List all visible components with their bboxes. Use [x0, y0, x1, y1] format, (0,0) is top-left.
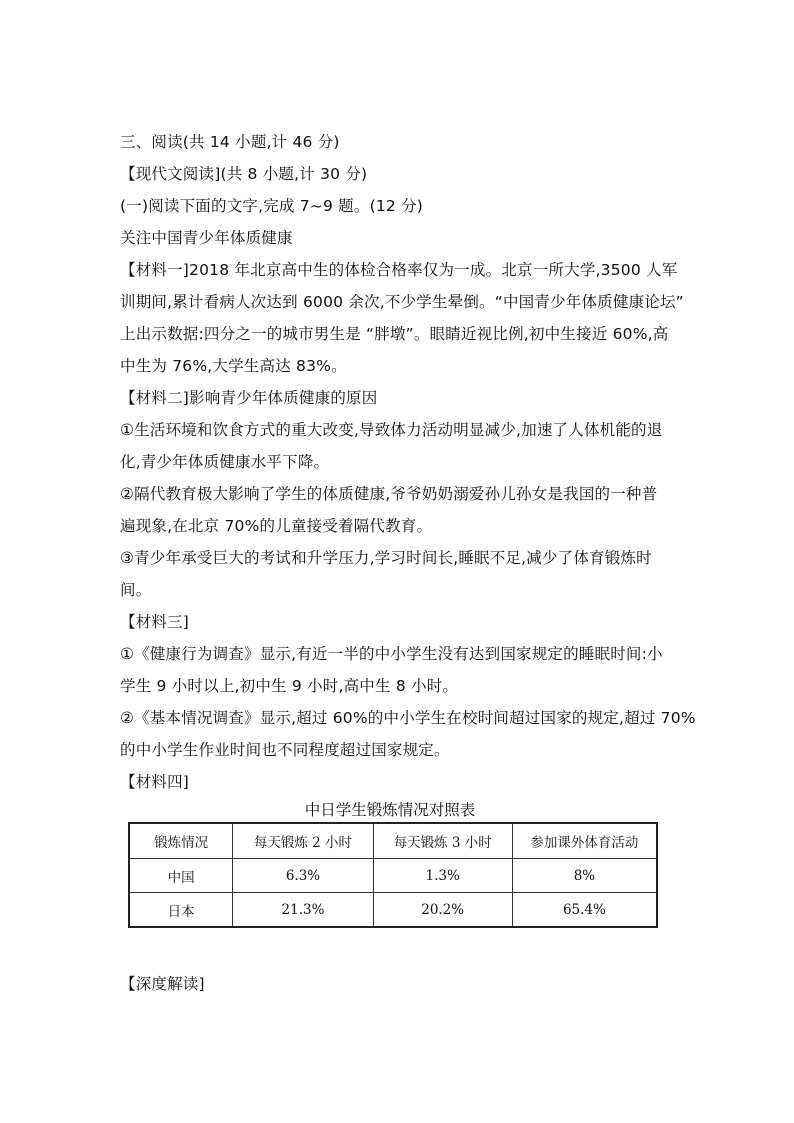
material2-heading: 【材料二]影响青少年体质健康的原因	[120, 389, 378, 407]
material3-heading: 【材料三]	[120, 613, 190, 631]
table-header-cell: 每天锻炼 3 小时	[373, 823, 512, 859]
table-cell: 6.3%	[233, 859, 373, 893]
table-cell: 20.2%	[373, 893, 512, 928]
table-title: 中日学生锻炼情况对照表	[304, 801, 476, 819]
subsection-heading: 【现代文阅读](共 8 小题,计 30 分)	[120, 165, 368, 183]
material1-line: 中生为 76%,大学生高达 83%。	[120, 357, 347, 375]
table-row	[129, 893, 657, 928]
table-header-cell: 每天锻炼 2 小时	[233, 823, 373, 859]
material3-line: ②《基本情况调查》显示,超过 60%的中小学生在校时间超过国家的规定,超过 70%	[120, 709, 696, 727]
material3-line: 学生 9 小时以上,初中生 9 小时,高中生 8 小时。	[120, 677, 459, 695]
material2-line: 遍现象,在北京 70%的儿童接受着隔代教育。	[120, 517, 433, 535]
material4-heading: 【材料四]	[120, 773, 190, 791]
material2-line: 间。	[120, 581, 152, 599]
table-row	[129, 859, 657, 893]
table-header-row	[129, 823, 657, 859]
part-heading: (一)阅读下面的文字,完成 7~9 题。(12 分)	[120, 197, 424, 215]
material2-line: ②隔代教育极大影响了学生的体质健康,爷爷奶奶溺爱孙儿孙女是我国的一种普	[120, 485, 658, 503]
material2-line: 化,青少年体质健康水平下降。	[120, 453, 330, 471]
table-cell: 中国	[129, 859, 233, 893]
material2-line: ③青少年承受巨大的考试和升学压力,学习时间长,睡眠不足,减少了体育锻炼时	[120, 549, 652, 567]
table-cell: 8%	[512, 859, 657, 893]
table-cell: 日本	[129, 893, 233, 928]
table-cell: 65.4%	[512, 893, 657, 928]
table-cell: 1.3%	[373, 859, 512, 893]
material3-line: 的中小学生作业时间也不同程度超过国家规定。	[120, 741, 450, 759]
article-title: 关注中国青少年体质健康	[120, 229, 293, 247]
material2-line: ①生活环境和饮食方式的重大改变,导致体力活动明显减少,加速了人体机能的退	[120, 421, 663, 439]
material3-line: ①《健康行为调查》显示,有近一半的中小学生没有达到国家规定的睡眠时间:小	[120, 645, 663, 663]
table-cell: 21.3%	[233, 893, 373, 928]
material1-line: 【材料一]2018 年北京高中生的体检合格率仅为一成。北京一所大学,3500 人军	[120, 261, 678, 279]
table-header-cell: 锻炼情况	[129, 823, 233, 859]
material1-line: 训期间,累计看病人次达到 6000 余次,不少学生晕倒。“中国青少年体质健康论坛”	[120, 293, 684, 311]
deep-reading-heading: 【深度解读]	[120, 975, 205, 993]
section-heading: 三、阅读(共 14 小题,计 46 分)	[120, 133, 340, 151]
material1-line: 上出示数据:四分之一的城市男生是 “胖墩”。眼睛近视比例,初中生接近 60%,高	[120, 325, 669, 343]
table-header-cell: 参加课外体育活动	[512, 823, 657, 859]
exercise-comparison-table	[128, 822, 658, 928]
